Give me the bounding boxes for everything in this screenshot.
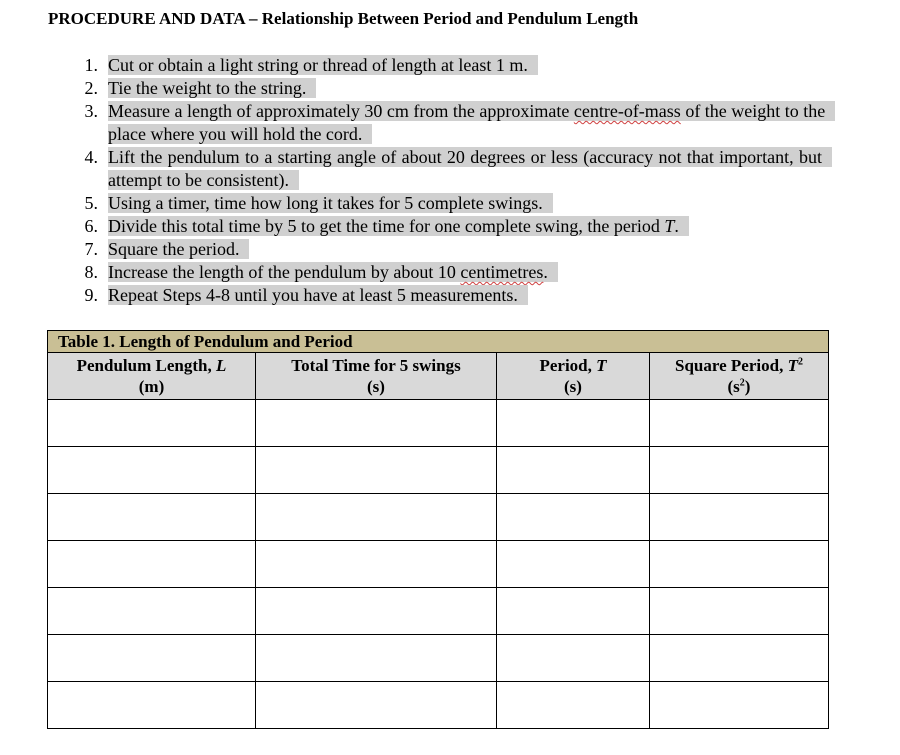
step-text: Repeat Steps 4-8 until you have at least 5 measurements. <box>108 284 832 307</box>
list-item <box>76 261 832 284</box>
step-text: Using a timer, time how long it takes for 5 complete swings. <box>108 192 832 215</box>
table-row <box>48 494 829 541</box>
list-item <box>76 77 832 100</box>
table-cell[interactable] <box>650 682 829 729</box>
pendulum-data-table <box>47 330 829 729</box>
table-cell[interactable] <box>497 635 650 682</box>
column-header-length: Pendulum Length, L (m) <box>48 353 256 400</box>
step-text: Cut or obtain a light string or thread of length at least 1 m. <box>108 54 832 77</box>
step-number: 4. <box>84 147 98 167</box>
table-cell[interactable] <box>256 635 497 682</box>
table-cell[interactable] <box>650 588 829 635</box>
table-cell[interactable] <box>497 447 650 494</box>
list-item <box>76 146 832 192</box>
table-row <box>48 400 829 447</box>
table-cell[interactable] <box>650 635 829 682</box>
step-number: 8. <box>84 262 98 282</box>
step-text: Divide this total time by 5 to get the time for one complete swing, the period T. <box>108 215 832 238</box>
table-cell[interactable] <box>650 541 829 588</box>
table-cell[interactable] <box>497 541 650 588</box>
table-cell[interactable] <box>48 635 256 682</box>
step-number: 5. <box>84 193 98 213</box>
step-number: 9. <box>84 285 98 305</box>
table-row <box>48 447 829 494</box>
step-text: Increase the length of the pendulum by about 10 centimetres. <box>108 261 832 284</box>
step-text: Tie the weight to the string. <box>108 77 832 100</box>
step-number: 2. <box>84 78 98 98</box>
spellcheck-flag[interactable]: centimetres <box>460 262 544 282</box>
table-caption: Table 1. Length of Pendulum and Period <box>48 331 829 353</box>
table-cell[interactable] <box>48 400 256 447</box>
table-cell[interactable] <box>48 682 256 729</box>
list-item <box>76 238 832 261</box>
list-item <box>76 100 832 146</box>
table-row <box>48 682 829 729</box>
table-cell[interactable] <box>650 494 829 541</box>
column-header-total-time: Total Time for 5 swings (s) <box>256 353 497 400</box>
column-header-square-period: Square Period, $T^2$ $(s^2)$ <box>650 353 829 400</box>
procedure-steps-list <box>76 54 832 307</box>
column-header-period: Period, T (s) <box>497 353 650 400</box>
list-item <box>76 215 832 238</box>
table-cell[interactable] <box>497 494 650 541</box>
table-cell[interactable] <box>256 494 497 541</box>
table-cell[interactable] <box>650 447 829 494</box>
table-cell[interactable] <box>48 494 256 541</box>
table-cell[interactable] <box>497 588 650 635</box>
table-cell[interactable] <box>256 447 497 494</box>
list-item <box>76 284 832 307</box>
list-item <box>76 54 832 77</box>
table-row <box>48 541 829 588</box>
step-text: Square the period. <box>108 238 832 261</box>
table-row <box>48 588 829 635</box>
table-cell[interactable] <box>48 541 256 588</box>
page-title: PROCEDURE AND DATA – Relationship Between Period and Pendulum Length <box>48 9 639 28</box>
list-item <box>76 192 832 215</box>
step-number: 7. <box>84 239 98 259</box>
spellcheck-flag[interactable]: centre-of-mass <box>573 101 681 121</box>
step-number: 3. <box>84 101 98 121</box>
table-cell[interactable] <box>256 541 497 588</box>
table-cell[interactable] <box>256 400 497 447</box>
table-cell[interactable] <box>497 682 650 729</box>
table-row <box>48 635 829 682</box>
table-cell[interactable] <box>256 682 497 729</box>
table-cell[interactable] <box>48 447 256 494</box>
step-text: Lift the pendulum to a starting angle of about 20 degrees or less (accuracy not that important, but attempt to be consistent). <box>108 146 832 192</box>
step-number: 1. <box>84 55 98 75</box>
table-cell[interactable] <box>48 588 256 635</box>
step-text: Measure a length of approximately 30 cm from the approximate centre-of-mass of the weight to the place where you will hold the cord. <box>108 100 832 146</box>
step-number: 6. <box>84 216 98 236</box>
table-cell[interactable] <box>256 588 497 635</box>
table-cell[interactable] <box>497 400 650 447</box>
table-cell[interactable] <box>650 400 829 447</box>
